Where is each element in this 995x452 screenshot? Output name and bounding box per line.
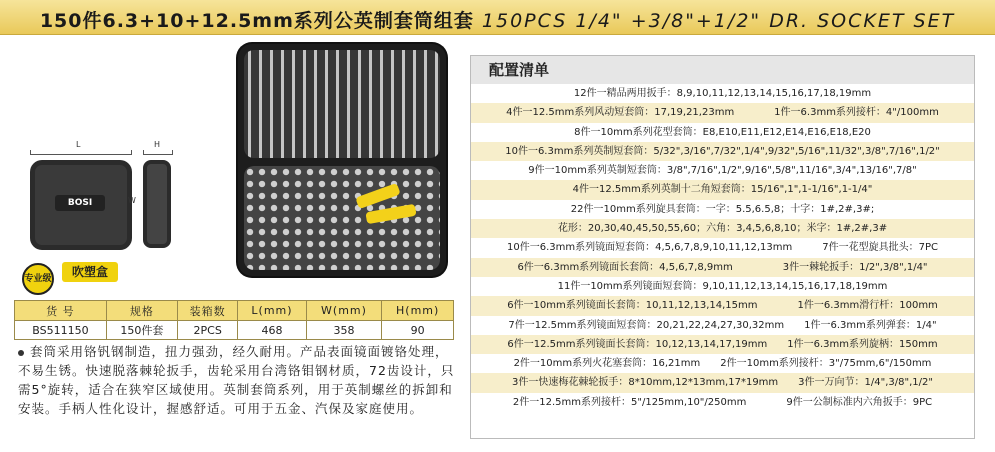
- bullet-icon: [18, 350, 24, 356]
- page-title: [0, 6, 995, 33]
- config-row: 花形：20,30,40,45,50,55,60；六角：3,4,5,6,8,10；米字：1#,2#,3#: [471, 219, 974, 238]
- config-list: [470, 55, 975, 439]
- cell-width: 358: [306, 321, 382, 340]
- config-heading: 配置清单: [471, 56, 974, 84]
- title-chinese: 150件6.3+10+12.5mm系列公英制套筒组套: [39, 10, 474, 32]
- config-row: 8件一10mm系列花型套筒：E8,E10,E11,E12,E14,E16,E18,E20: [471, 123, 974, 142]
- product-description: [18, 342, 458, 418]
- cell-height: 90: [382, 321, 454, 340]
- config-row: 2件一12.5mm系列接杆：5"/125mm,10"/250mm 9件一公制标准内六角扳手：9PC: [471, 393, 974, 412]
- case-side-diagram: [143, 160, 171, 248]
- config-row: 10件一6.3mm系列英制短套筒：5/32",3/16",7/32",1/4",9/32",5/16",11/32",3/8",7/16",1/2": [471, 142, 974, 161]
- spec-table-row: [15, 321, 454, 340]
- header-item-no: 货 号: [15, 301, 107, 321]
- config-row: 6件一10mm系列镜面长套筒：10,11,12,13,14,15mm 1件一6.3mm滑行杆：100mm: [471, 296, 974, 315]
- config-row: 22件一10mm系列旋具套筒：一字：5.5,6.5,8；十字：1#,2#,3#;: [471, 200, 974, 219]
- config-row: 7件一12.5mm系列镜面短套筒：20,21,22,24,27,30,32mm 1件一6.3mm系列弹套：1/4": [471, 316, 974, 335]
- cell-length: 468: [238, 321, 306, 340]
- height-label: H: [154, 140, 161, 149]
- config-row: 4件一12.5mm系列风动短套筒：17,19,21,23mm 1件一6.3mm系列接杆：4"/100mm: [471, 103, 974, 122]
- config-row: 12件一精品两用扳手：8,9,10,11,12,13,14,15,16,17,18,19mm: [471, 84, 974, 103]
- header-qty: 装箱数: [178, 301, 238, 321]
- header-width: W(mm): [306, 301, 382, 321]
- socket-tray: [244, 166, 440, 270]
- config-row: 2件一10mm系列火花塞套筒：16,21mm 2件一10mm系列接杆：3"/75mm,6"/150mm: [471, 354, 974, 373]
- width-label: W: [128, 196, 136, 205]
- config-row: 9件一10mm系列英制短套筒：3/8",7/16",1/2",9/16",5/8",11/16",3/4",13/16",7/8": [471, 161, 974, 180]
- header-length: L(mm): [238, 301, 306, 321]
- length-label: L: [76, 140, 81, 149]
- length-dimension-line: [30, 150, 132, 155]
- product-photo: [238, 44, 446, 276]
- cell-spec: 150件套: [106, 321, 177, 340]
- brand-logo: BOSI: [55, 195, 105, 211]
- config-row: 10件一6.3mm系列镜面短套筒：4,5,6,7,8,9,10,11,12,13mm 7件一花型旋具批头：7PC: [471, 238, 974, 257]
- spec-table-header: [15, 301, 454, 321]
- config-row: 3件一快速梅花棘轮扳手：8*10mm,12*13mm,17*19mm 3件一万向节：1/4",3/8",1/2": [471, 373, 974, 392]
- config-row: 6件一12.5mm系列镜面长套筒：10,12,13,14,17,19mm 1件一6.3mm系列旋柄：150mm: [471, 335, 974, 354]
- config-row: 11件一10mm系列镜面短套筒：9,10,11,12,13,14,15,16,17,18,19mm: [471, 277, 974, 296]
- wrench-lid-tray: [244, 50, 440, 158]
- header-spec: 规格: [106, 301, 177, 321]
- spec-table: [14, 300, 454, 340]
- case-front-diagram: [30, 160, 132, 250]
- title-english: 150PCS 1/4" +3/8"+1/2" DR. SOCKET SET: [481, 10, 956, 32]
- config-row: 4件一12.5mm系列英制十二角短套筒：15/16",1",1-1/16",1-1/4": [471, 180, 974, 199]
- professional-grade-badge: 专业级: [22, 263, 54, 295]
- config-row: 6件一6.3mm系列镜面长套筒：4,5,6,7,8,9mm 3件一棘轮扳手：1/2",3/8",1/4": [471, 258, 974, 277]
- description-text: 套筒采用铬钒钢制造，扭力强劲，经久耐用。产品表面镜面镀铬处理，不易生锈。快速脱落棘轮扳手，齿轮采用台湾铬钼钢材质，72齿设计，只需5°旋转，适合在狭窄区域使用。英制套筒系列，用于英制螺丝的拆卸和安装。手柄人性化设计，握感舒适。可用于五金、汽保及家庭使用。: [18, 344, 455, 416]
- height-dimension-line: [143, 150, 173, 155]
- header-height: H(mm): [382, 301, 454, 321]
- blow-molded-box-label: 吹塑盒: [62, 262, 118, 282]
- cell-item-no: BS511150: [15, 321, 107, 340]
- cell-qty: 2PCS: [178, 321, 238, 340]
